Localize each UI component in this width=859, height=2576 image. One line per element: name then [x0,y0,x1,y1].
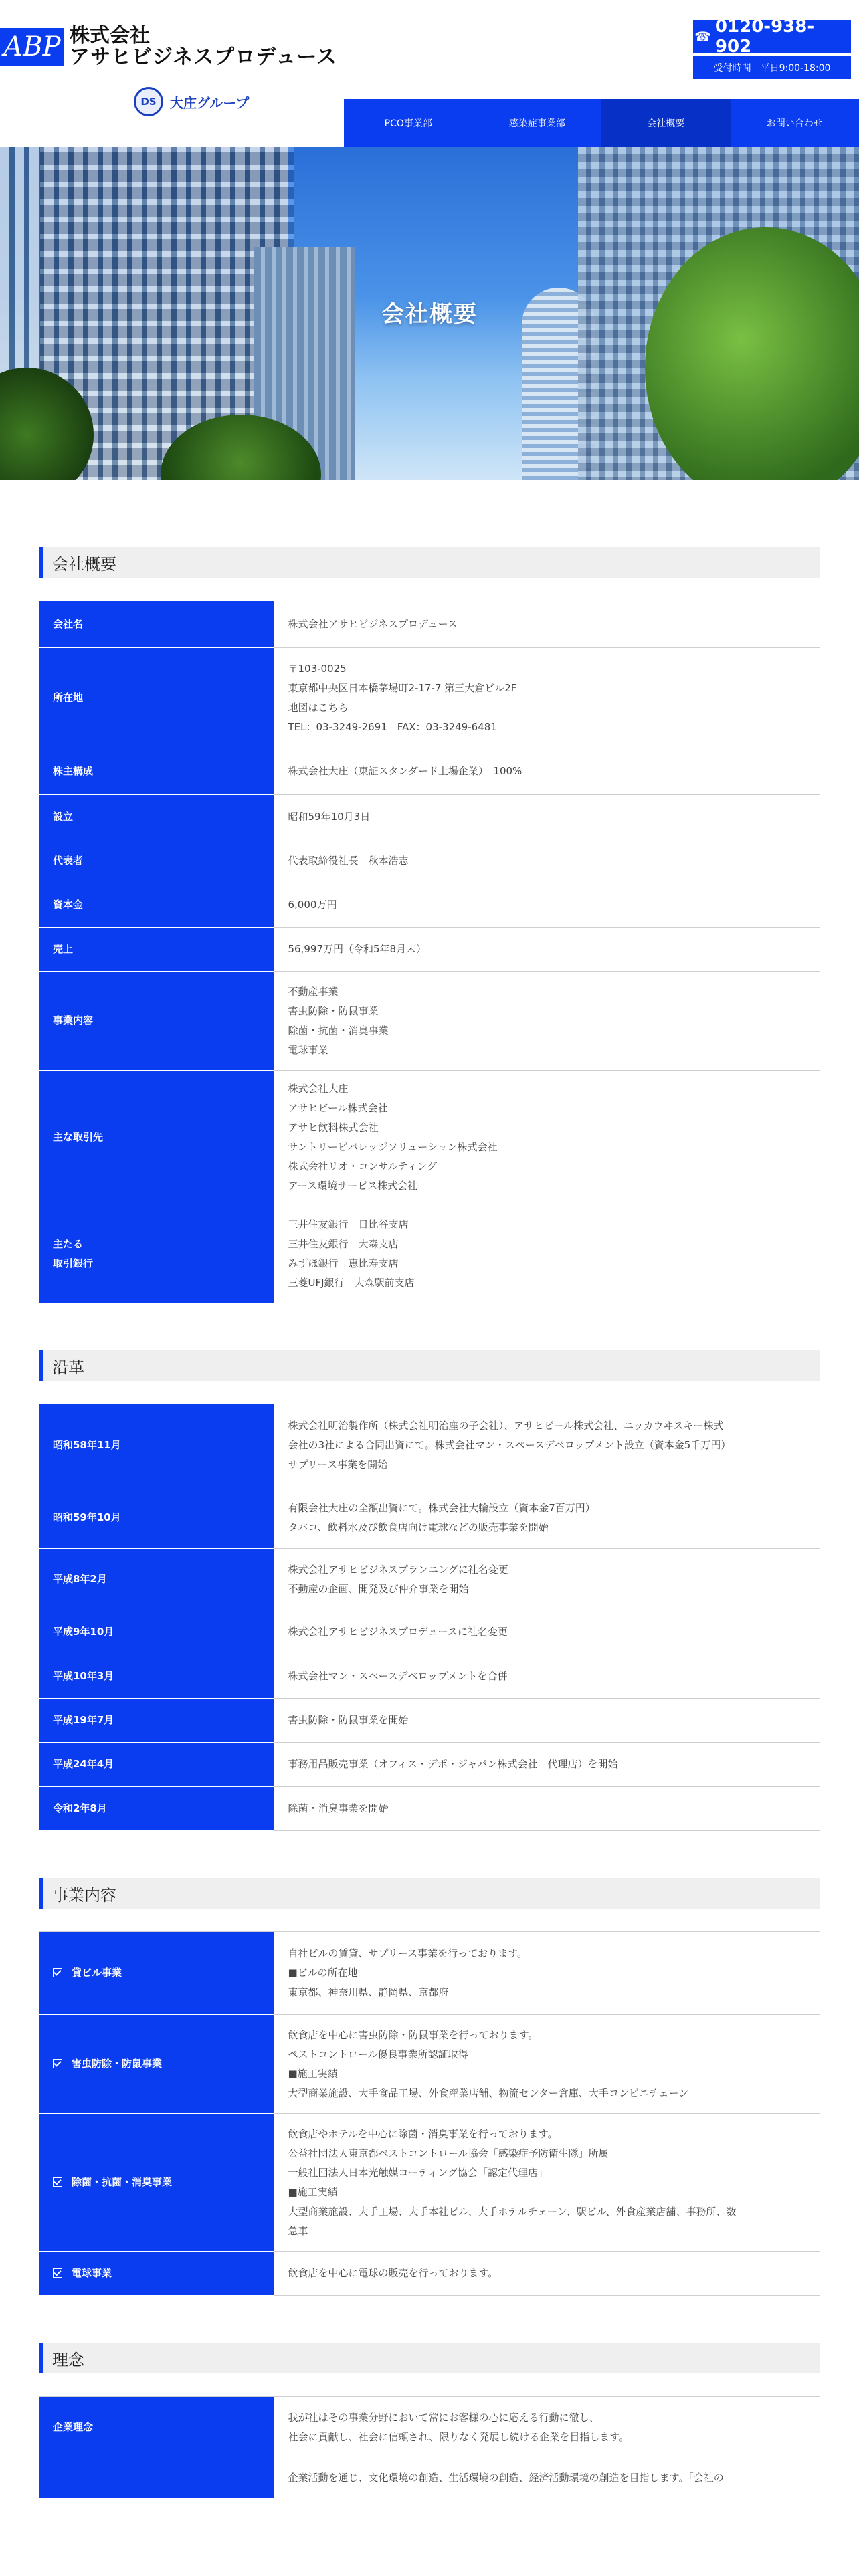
philosophy-row-value [274,2397,820,2458]
row-value-line: 昭和59年10月3日 [288,811,371,823]
row-value-line: 株式会社大庄（東証スタンダード上場企業） 100% [288,765,522,777]
main-nav [344,99,859,147]
business-row-value [274,1932,820,2015]
overview-table [39,601,820,1303]
history-row-label [39,1787,274,1831]
abp-logo-mark: ABP [0,28,64,66]
row-value-line: 除菌・消臭事業を開始 [288,1802,389,1814]
history-row [39,1787,820,1831]
row-label-text: 代表者 [53,855,84,867]
row-value-line: 大型商業施設、大手食品工場、外食産業店舗、物流センター倉庫、大手コンビニチェーン [288,2086,689,2099]
philosophy-row [39,2458,820,2498]
phone-icon: ☎ [694,29,711,45]
row-value-line: アサヒビール株式会社 [288,1101,388,1114]
history-row-value [274,1487,820,1549]
nav-pco[interactable]: PCO事業部 [384,118,432,129]
row-label-text: 主たる [53,1237,84,1250]
philosophy-row-label [39,2397,274,2458]
business-row [39,1932,820,2015]
site-header [0,0,859,147]
main-content [0,480,859,2498]
overview-row-label [39,928,274,972]
row-value-line: 自社ビルの賃貸、サプリース事業を行っております。 [288,1947,527,1959]
row-value-line: 公益社団法人東京都ペストコントロール協会「感染症予防衛生隊」所属 [288,2147,609,2159]
row-label-text: 会社名 [53,618,84,630]
history-row-label [39,1654,274,1699]
row-value-line: 東京都中央区日本橋茅場町2-17-7 第三大倉ビル2F [288,681,517,694]
overview-row [39,795,820,839]
history-row-value [274,1699,820,1743]
company-name [70,25,337,68]
section-philosophy [39,2343,820,2498]
history-row-label [39,1743,274,1787]
overview-row [39,748,820,795]
row-value-line: 飲食店を中心に電球の販売を行っております。 [288,2267,498,2279]
history-row [39,1699,820,1743]
overview-row [39,883,820,928]
history-row [39,1743,820,1787]
history-row [39,1610,820,1654]
row-value-line: 社会に貢献し、社会に信頼され、限りなく発展し続ける企業を目指します。 [288,2430,630,2443]
business-row-value [274,2252,820,2296]
row-label-text: 設立 [53,811,74,823]
row-value-line: 三井住友銀行 日比谷支店 [288,1218,409,1230]
history-row-value [274,1404,820,1487]
phone-number: 0120-938-902 [714,17,815,57]
row-value-line: 三菱UFJ銀行 大森駅前支店 [288,1276,415,1289]
business-table [39,1931,820,2296]
row-label-text: 昭和58年11月 [53,1439,121,1451]
row-label-text: 企業理念 [53,2421,94,2433]
row-value-line: 飲食店やホテルを中心に除菌・消臭事業を行っております。 [288,2127,558,2140]
contact-box [693,17,851,79]
row-value-line: 株式会社リオ・コンサルティング [288,1160,438,1172]
overview-row-value [274,601,820,648]
section-business [39,1878,820,2296]
row-label-text: 事業内容 [53,1014,94,1027]
overview-row-value [274,748,820,795]
row-value-line: ■施工実績 [288,2067,338,2080]
row-value-line: 株式会社大庄 [288,1082,349,1095]
row-value-line: 有限会社大庄の全額出資にて。株式会社大輪設立（資本金7百万円） [288,1501,595,1514]
overview-row-value [274,928,820,972]
row-label-text: 平成8年2月 [53,1573,107,1585]
row-value-line: タバコ、飲料水及び飲食店向け電球などの販売事業を開始 [288,1521,549,1533]
section-heading: 沿革 [39,1350,820,1381]
overview-row-label [39,883,274,928]
overview-row-value [274,1071,820,1204]
history-table [39,1404,820,1831]
company-name-line1: 株式会社 [70,24,150,47]
phone-button[interactable] [693,17,851,57]
history-row-value [274,1787,820,1831]
row-label-text: 平成9年10月 [53,1626,114,1638]
row-value-line: ■ビルの所在地 [288,1967,358,1979]
overview-row [39,972,820,1071]
overview-row-label [39,601,274,648]
row-label-text: 貸ビル事業 [72,1967,122,1979]
business-row-label [39,2114,274,2252]
overview-row-label [39,839,274,883]
overview-row-value [274,1204,820,1303]
overview-row-label [39,1204,274,1303]
overview-row-label [39,748,274,795]
row-value-line: 事務用品販売事業（オフィス・デポ・ジャパン株式会社 代理店）を開始 [288,1758,618,1770]
history-row-value [274,1610,820,1654]
row-label-text: 平成10年3月 [53,1670,114,1682]
overview-row [39,601,820,648]
row-value-line: 東京都、神奈川県、静岡県、京都府 [288,1986,449,1998]
row-value-line: 株式会社マン・スペースデベロップメントを合併 [288,1670,508,1682]
history-row [39,1404,820,1487]
daisho-group-icon: DS [134,87,163,116]
row-value-line: 株式会社アサヒビジネスプランニングに社名変更 [288,1563,508,1576]
history-row [39,1654,820,1699]
row-label-text: 資本金 [53,899,84,911]
checkbox-icon [53,1968,62,1977]
row-value-line: 三井住友銀行 大森支店 [288,1237,399,1250]
company-logo[interactable] [0,25,337,68]
history-row-label [39,1487,274,1549]
overview-row-value [274,883,820,928]
row-value-line: アサヒ飲料株式会社 [288,1121,379,1134]
row-value-line: 大型商業施設、大手工場、大手本社ビル、大手ホテルチェーン、駅ビル、外食産業店舗、事務所、数 [288,2205,737,2218]
row-value-line: 一般社団法人日本光触媒コーティング協会「認定代理店」 [288,2166,549,2179]
overview-row [39,1204,820,1303]
row-label-text: 電球事業 [72,2267,112,2279]
nav-infection[interactable]: 感染症事業部 [508,118,565,129]
row-value-line: みずほ銀行 恵比寿支店 [288,1257,399,1269]
history-row-label [39,1610,274,1654]
row-value-line: 56,997万円（令和5年8月末） [288,943,427,955]
overview-row [39,648,820,748]
business-hours: 受付時間 平日9:00-18:00 [693,56,851,79]
overview-row [39,839,820,883]
section-heading: 会社概要 [39,547,820,578]
row-value-line: TEL：03-3249-2691 FAX：03-3249-6481 [288,720,497,733]
row-label-text: 平成24年4月 [53,1758,114,1770]
row-label-text: 取引銀行 [53,1257,94,1269]
history-row-value [274,1549,820,1610]
business-row-label [39,1932,274,2015]
row-value-line: 害虫防除・防鼠事業を開始 [288,1714,409,1726]
row-value-line: 代表取締役社長 秋本浩志 [288,855,409,867]
row-value-line: 不動産事業 [288,985,339,998]
overview-row [39,1071,820,1204]
overview-row [39,928,820,972]
row-value-line: 除菌・抗菌・消臭事業 [288,1024,389,1037]
checkbox-icon [53,2268,62,2278]
overview-row-label [39,795,274,839]
row-value-line: 会社の3社による合同出資にて。株式会社マン・スペースデベロップメント設立（資本金5千万円） [288,1439,731,1451]
section-heading: 理念 [39,2343,820,2373]
checkbox-icon [53,2177,62,2187]
business-row [39,2015,820,2114]
business-row-label [39,2252,274,2296]
nav-company[interactable]: 会社概要 [601,99,731,147]
overview-row-value [274,648,820,748]
row-value-line: 株式会社アサヒビジネスプロデュース [288,618,458,630]
row-value-line: 害虫防除・防鼠事業 [288,1004,379,1017]
philosophy-table [39,2396,820,2498]
business-row-value [274,2015,820,2114]
row-label-text: 株主構成 [53,765,94,777]
business-row-label [39,2015,274,2114]
row-label-text: 令和2年8月 [53,1802,107,1814]
history-row-value [274,1654,820,1699]
page-title: 会社概要 [381,301,478,328]
row-value-line: 電球事業 [288,1043,328,1056]
business-row-value [274,2114,820,2252]
nav-contact[interactable]: お問い合わせ [766,118,823,129]
row-value-line: 株式会社アサヒビジネスプロデュースに社名変更 [288,1626,508,1638]
overview-row-value [274,839,820,883]
philosophy-row-value [274,2458,820,2498]
overview-row-label [39,648,274,748]
business-row [39,2252,820,2296]
company-name-line2: アサヒビジネスプロデュース [70,45,337,69]
row-value-line: 株式会社明治製作所（株式会社明治座の子会社）、アサヒビール株式会社、ニッカウヰスキー株式 [288,1420,724,1432]
overview-row-label [39,972,274,1071]
overview-row-value [274,972,820,1071]
row-label-text: 主な取引先 [53,1131,104,1143]
overview-row-label [39,1071,274,1204]
philosophy-row-label [39,2458,274,2498]
overview-row-value [274,795,820,839]
row-value-line: 6,000万円 [288,899,337,911]
row-value-line: 不動産の企画、開発及び仲介事業を開始 [288,1582,469,1595]
row-label-text: 害虫防除・防鼠事業 [72,2058,163,2070]
row-value-line: 急車 [288,2224,308,2237]
row-value-line: アース環境サービス株式会社 [288,1179,418,1192]
history-row [39,1487,820,1549]
history-row-value [274,1743,820,1787]
hero-banner [0,147,859,480]
row-value-line: 我が社はその事業分野において常にお客様の心に応える行動に徹し、 [288,2411,599,2424]
history-row-label [39,1549,274,1610]
row-label-text: 平成19年7月 [53,1714,114,1726]
row-value-line: ペストコントロール優良事業所認証取得 [288,2048,468,2060]
row-label-text: 所在地 [53,691,84,704]
row-label-text: 除菌・抗菌・消臭事業 [72,2176,173,2188]
business-row [39,2114,820,2252]
group-logo [134,87,249,116]
history-row [39,1549,820,1610]
history-row-label [39,1699,274,1743]
section-heading: 事業内容 [39,1878,820,1909]
row-value-line: サプリース事業を開始 [288,1459,388,1471]
row-value-line: 〒103-0025 [288,662,347,675]
history-row-label [39,1404,274,1487]
section-history [39,1350,820,1831]
row-value-line: サントリービバレッジソリューション株式会社 [288,1140,498,1153]
row-value-line: 飲食店を中心に害虫防除・防鼠事業を行っております。 [288,2028,539,2041]
map-link[interactable]: 地図はこちら [288,701,349,714]
checkbox-icon [53,2059,62,2068]
philosophy-row [39,2397,820,2458]
group-label: 大庄グループ [170,94,250,111]
row-value-line: 企業活動を通じ、文化環境の創造、生活環境の創造、経済活動環境の創造を目指します。「会社の [288,2472,724,2484]
row-label-text: 昭和59年10月 [53,1511,121,1523]
section-overview [39,547,820,1303]
row-value-line: ■施工実績 [288,2185,338,2198]
row-label-text: 売上 [53,943,74,955]
